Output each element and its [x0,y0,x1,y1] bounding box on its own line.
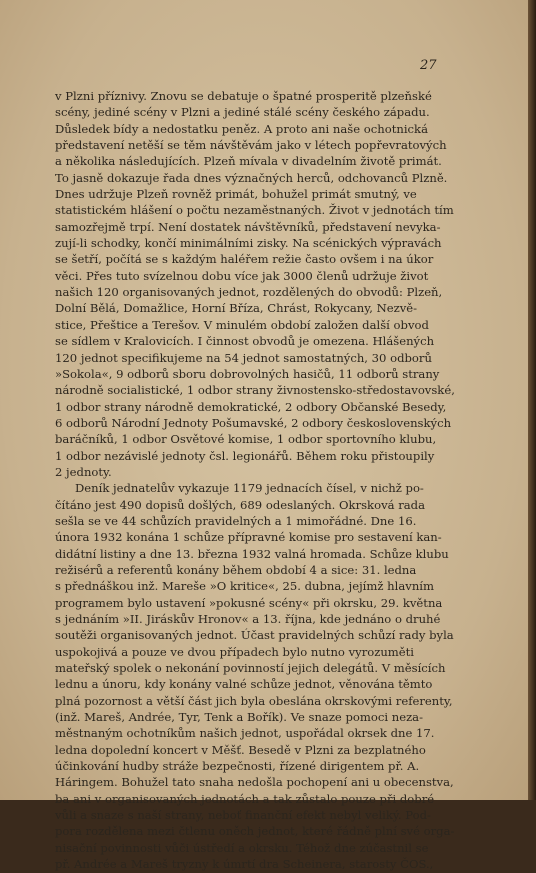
text-line: (inž. Mareš, Andrée, Tyr, Tenk a Bořík). Ve snaze pomoci neza- [55,710,424,725]
text-line: věci. Přes tuto svízelnou dobu více jak 3000 členů udržuje život [55,268,429,283]
text-line: 6 odborů Národní Jednoty Pošumavské, 2 odbory československých [55,415,452,430]
text-line: statistickém hlášení o počtu nezaměstnaných. Život v jednotách tím [55,203,454,218]
text-line: v Plzni příznivy. Znovu se debatuje o špatné prosperitě plzeňské [55,89,432,103]
text-line: didátní listiny a dne 13. března 1932 valná hromada. Schůze klubu [55,546,449,561]
text-line: sešla se ve 44 schůzích pravidelných a 1 mimořádné. Dne 16. [55,513,417,528]
page-edge-shadow [528,0,536,800]
text-line: scény, jediné scény v Plzni a jediné stálé scény českého západu. [55,105,430,120]
text-line: se sídlem v Kralovicích. I činnost obvodů je omezena. Hlášených [55,334,435,349]
page-number: 27 [420,58,437,73]
text-line: a několika následujících. Plzeň mívala v divadelním životě primát. [55,154,442,169]
text-line: pora rozdělena mezi čtlenu oněch jednot, které řádně plní své orga- [55,824,455,839]
text-line: Dnes udržuje Plzeň rovněž primát, bohužel primát smutný, ve [55,187,417,202]
text-line: představení netěší se těm návštěvám jako v létech popřevratových [55,138,447,153]
text-line: se šetří, počítá se s každým haléřem režie často ovšem i na úkor [55,252,434,267]
text-line: To jasně dokazuje řada dnes význačných herců, odchovanců Plzně. [55,170,448,185]
text-line: plná pozornost a větší část jich byla obeslána okrskovými referenty, [55,693,453,708]
text-line: Dolní Bělá, Domažlice, Horní Bříza, Chrást, Rokycany, Nezvě- [55,301,418,316]
text-line: s jednáním »II. Jiráskův Hronov« a 13. října, kde jednáno o druhé [55,612,441,626]
text-line: ledna dopolední koncert v Měšť. Besedě v Plzni za bezplatného [55,742,426,757]
text-line: ba ani v organisovaných jednotách a tak zůstalo pouze při dobré [55,791,435,806]
text-line: mateřský spolek o nekonání povinností jejich delegátů. V měsících [55,661,446,676]
text-line: baráčníků, 1 odbor Osvětové komise, 1 odbor sportovního klubu, [55,432,437,447]
text-line: 2 jednoty. [55,464,112,479]
text-line: lednu a únoru, kdy konány valné schůze jednot, věnována těmto [55,677,433,692]
text-line: Důsledek bídy a nedostatku peněz. A proto ani naše ochotnická [55,121,428,136]
text-line: uspokojivá a pouze ve dvou případech bylo nutno vyrozuměti [55,644,415,659]
text-line: 1 odbor nezávislé jednoty čsl. legionářů. Během roku přistoupily [55,448,435,463]
text-line: vůli a snaze s naší strany, neboť finanční efekt nebyl veliký. Pod- [55,808,431,823]
text-line: samozřejmě trpí. Není dostatek návštěvníků, představení nevyka- [55,219,441,234]
text-line: národně socialistické, 1 odbor strany živnostensko-středostavovské, [55,383,455,398]
text-line: soutěži organisovaných jednot. Účast pravidelných schůzí rady byla [55,628,454,643]
text-line: února 1932 konána 1 schůze přípravné komise pro sestavení kan- [55,530,442,545]
text-line: stice, Přeštice a Terešov. V minulém období založen další obvod [55,317,429,332]
text-line: našich 120 organisovaných jednot, rozdělených do obvodů: Plzeň, [55,285,443,300]
text-line: s přednáškou inž. Mareše »O kritice«, 25. dubna, jejímž hlavním [55,579,434,594]
text-line: nisační povinnosti vůči ústředí a okrsku. Téhož dne zúčastnil se [55,840,429,855]
text-line: př. Andrée a Mareš tryzny k úmrtí dra Scheinera, starosty ČOS., [55,857,434,872]
text-line: čítáno jest 490 dopisů došlých, 689 odeslaných. Okrsková rada [55,497,425,512]
text-line: městnaným ochotníkům našich jednot, uspořádal okrsek dne 17. [55,726,435,741]
text-line: účinkování hudby stráže bezpečnosti, řízené dirigentem př. A. [55,759,420,774]
text-line: 1 odbor strany národně demokratické, 2 odbory Občanské Besedy, [55,399,447,414]
text-line: Deník jednatelův vykazuje 1179 jednacích čísel, v nichž po- [75,481,424,496]
text-line: Háringem. Bohužel tato snaha nedošla pochopení ani u obecenstva, [55,775,454,790]
body-text [55,88,465,873]
text-line: režisérů a referentů konány během období 4 a sice: 31. ledna [55,562,417,577]
text-line: »Sokola«, 9 odborů sboru dobrovolných hasičů, 11 odborů strany [55,366,440,381]
text-line: programem bylo ustavení »pokusné scény« při okrsku, 29. května [55,595,443,610]
text-line: zují-li schodky, končí minimálními zisky. Na scénických výpravách [55,236,442,251]
text-line: 120 jednot specifikujeme na 54 jednot samostatných, 30 odborů [55,350,432,365]
